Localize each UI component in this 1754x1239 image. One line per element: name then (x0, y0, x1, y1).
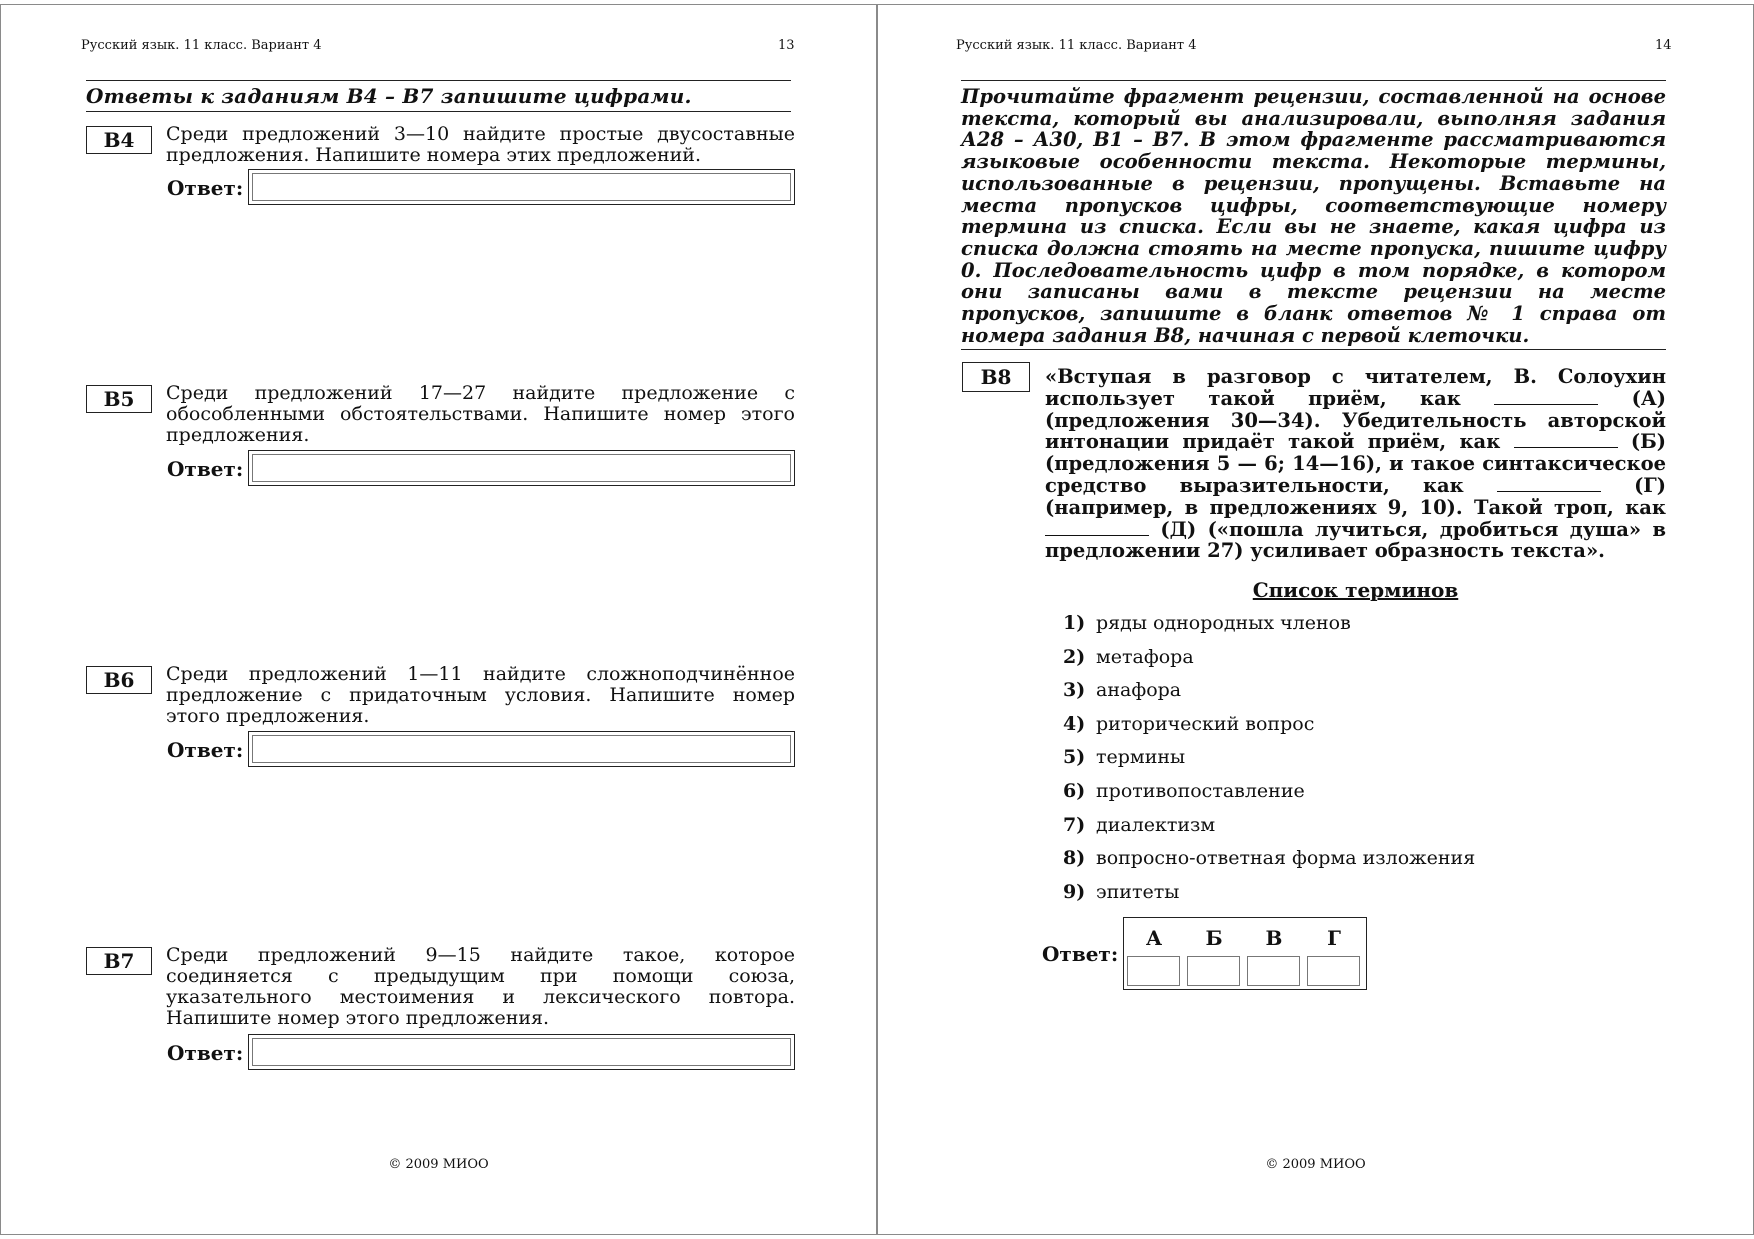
term-item: 6) противопоставление (1063, 779, 1305, 802)
term-item: 7) диалектизм (1063, 813, 1216, 836)
task-text: Среди предложений 17—27 найдите предложение с обособленными обстоятельствами. Напишите номер этого предложения. (166, 382, 795, 446)
column-letter: А (1145, 926, 1163, 950)
answer-cell-g[interactable] (1307, 956, 1360, 986)
answer-label-b8: Ответ: (1042, 942, 1119, 966)
term-item: 1) ряды однородных членов (1063, 612, 1351, 634)
answer-cell-v[interactable] (1247, 956, 1300, 986)
review-part: (предложения 5 — 6; 14—16), и такое синтаксическое средство выразительности, как (1045, 452, 1666, 497)
review-marker-d: (Д) (1160, 517, 1197, 541)
task-number-box: B4 (86, 126, 152, 154)
instruction-top-rule (961, 80, 1666, 81)
review-fragment (1045, 366, 1666, 562)
blank-d (1045, 521, 1149, 536)
answer-cell-a[interactable] (1127, 956, 1180, 986)
instruction-bottom-rule (961, 349, 1666, 350)
answer-column-g (1304, 918, 1364, 989)
term-item: 5) термины (1063, 746, 1186, 769)
review-marker-b: (Б) (1630, 430, 1666, 454)
answer-label: Ответ: (167, 738, 244, 762)
instruction-b8: Прочитайте фрагмент рецензии, составленной на основе текста, который вы анализировали, выполняя задания А28 – А30, В1 – В7. В этом фрагменте рассматриваются языковые особенности текста. Некоторые термины, использованные в рецензии, пропущены. Вставьте на места пропусков цифры, соответствующие номеру термина из списка. Если вы не знаете, какая цифра из списка должна стоять на месте пропуска, пишите цифру 0. Последовательность цифр в том порядке, в котором они записаны вами в тексте рецензии на месте пропусков, запишите в бланк ответов № 1 справа от номера задания В8, начиная с первой клеточки. (961, 85, 1666, 347)
review-marker-a: (А) (1631, 386, 1666, 410)
left-page-number: 13 (778, 38, 795, 53)
answer-field-b4[interactable] (248, 169, 795, 205)
terms-list (1063, 612, 1475, 914)
term-item: 4) риторический вопрос (1063, 712, 1315, 735)
column-letter: Г (1327, 926, 1341, 950)
task-number-box-b8: B8 (962, 362, 1030, 392)
column-letter: Б (1205, 926, 1223, 950)
instruction-top-rule (86, 80, 791, 81)
task-text: Среди предложений 3—10 найдите простые двусоставные предложения. Напишите номера этих предложений. (166, 123, 795, 166)
review-marker-g: (Г) (1634, 473, 1666, 497)
answer-label: Ответ: (167, 176, 244, 200)
right-page-number: 14 (1655, 38, 1672, 53)
review-part: «Вступая в разговор с читателем, В. Солоухин использует такой приём, как (1045, 365, 1666, 410)
task-number-box: B5 (86, 385, 152, 413)
answer-field-b5[interactable] (248, 450, 795, 486)
answer-grid-b8 (1123, 917, 1367, 990)
review-part: (например, в предложениях 9, 10). Такой троп, как (1045, 495, 1666, 519)
terms-list-title: Список терминов (1252, 578, 1459, 602)
answer-column-v (1244, 918, 1304, 989)
left-page-footer: © 2009 МИОО (388, 1157, 489, 1172)
column-letter: В (1265, 926, 1283, 950)
answer-column-b (1184, 918, 1244, 989)
task-text: Среди предложений 1—11 найдите сложноподчинённое предложение с придаточным условия. Напишите номер этого предложения. (166, 663, 795, 727)
term-item: 2) метафора (1063, 645, 1194, 668)
blank-b (1514, 433, 1618, 448)
review-part: («пошла лучиться, дробиться душа» в предложении 27) усиливает образность текста». (1045, 517, 1666, 563)
task-text: Среди предложений 9—15 найдите такое, которое соединяется с предыдущим при помощи союза, указательного местоимения и лексического повтора. Напишите номер этого предложения. (166, 944, 795, 1029)
instruction-bottom-rule (86, 111, 791, 112)
task-number-box: B7 (86, 947, 152, 975)
answer-field-b6[interactable] (248, 731, 795, 767)
answer-field-b7[interactable] (248, 1034, 795, 1070)
right-page-footer: © 2009 МИОО (1265, 1157, 1366, 1172)
term-item: 3) анафора (1063, 679, 1182, 702)
answer-label: Ответ: (167, 457, 244, 481)
answer-cell-b[interactable] (1187, 956, 1240, 986)
answer-label: Ответ: (167, 1041, 244, 1065)
term-item: 9) эпитеты (1063, 880, 1180, 903)
task-number-box: B6 (86, 666, 152, 694)
answer-column-a (1124, 918, 1184, 989)
term-item: 8) вопросно-ответная форма изложения (1063, 847, 1476, 870)
right-page-header: Русский язык. 11 класс. Вариант 4 (956, 38, 1197, 53)
blank-a (1494, 390, 1598, 405)
blank-g (1497, 477, 1601, 492)
review-part: (предложения 30—34). Убедительность авторской интонации придаёт такой приём, как (1045, 408, 1666, 454)
left-page-header: Русский язык. 11 класс. Вариант 4 (81, 38, 322, 53)
instruction-b4-b7: Ответы к заданиям В4 – В7 запишите цифрами. (86, 84, 692, 108)
